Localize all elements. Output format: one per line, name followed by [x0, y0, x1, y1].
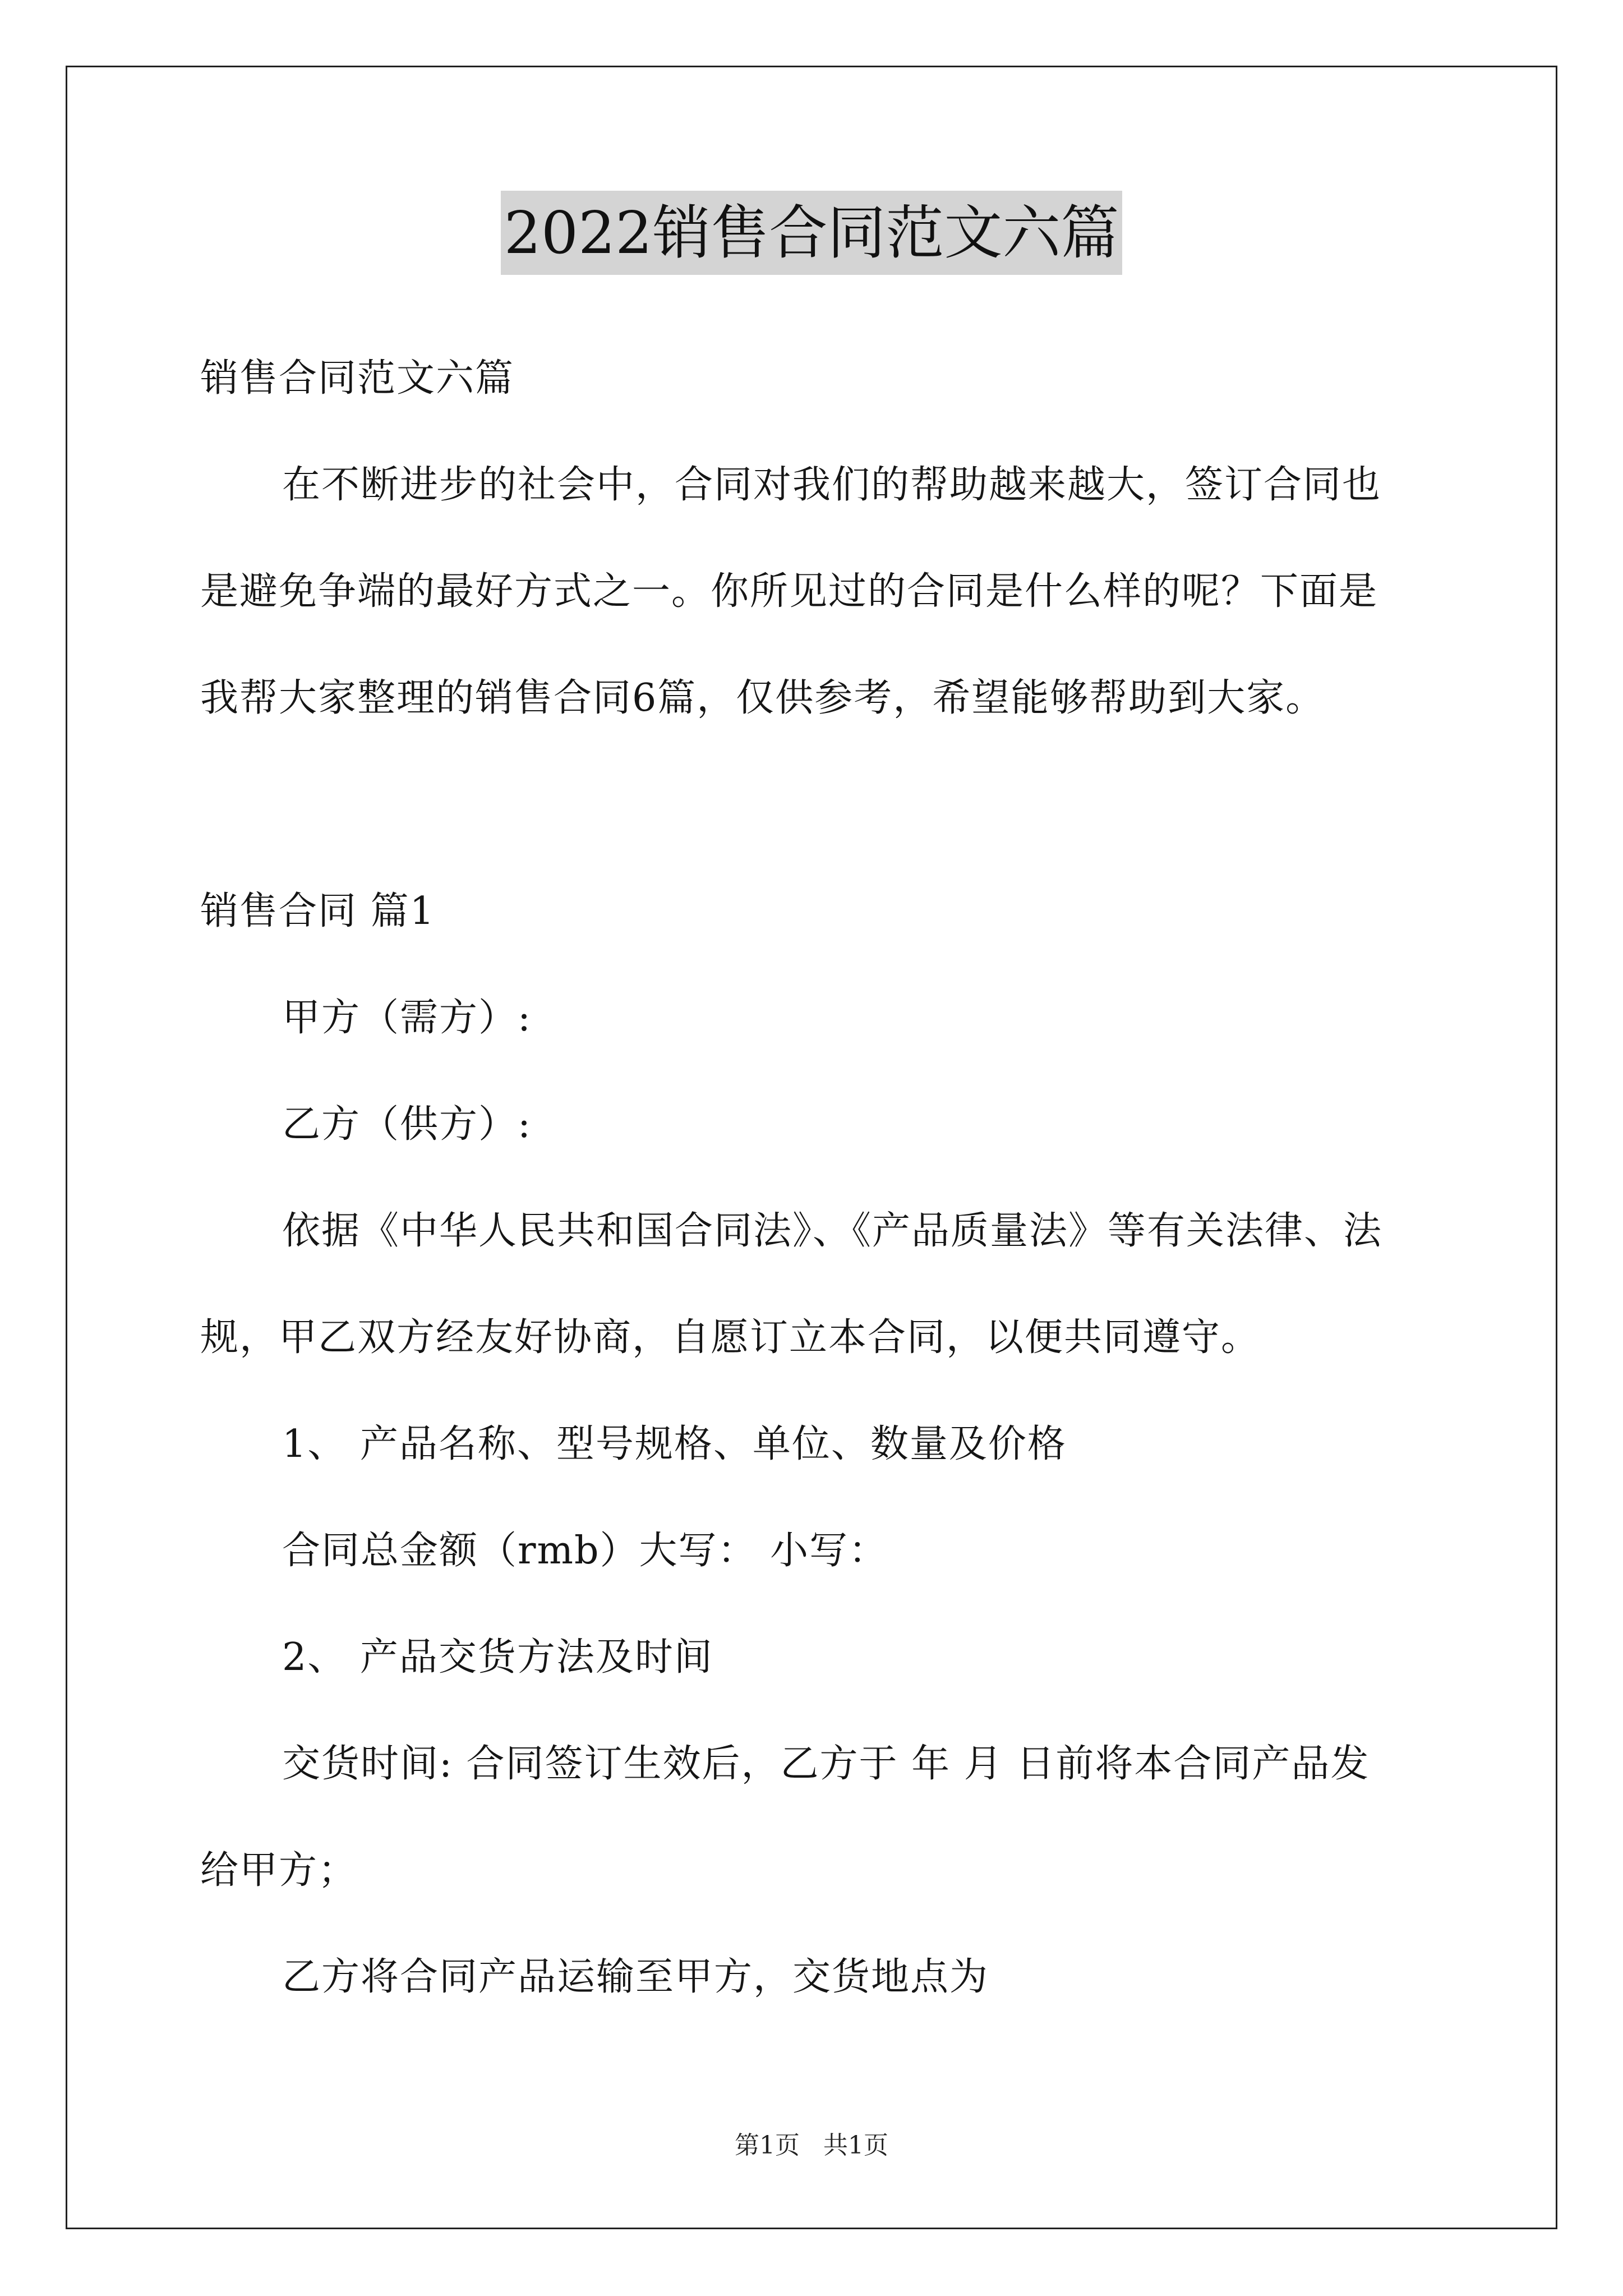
party-b: 乙方（供方）:: [282, 1102, 532, 1147]
delivery-time-line-1: 交货时间: 合同签订生效后，乙方于 年 月 日前将本合同产品发: [282, 1742, 1370, 1786]
title-wrap: [0, 191, 1623, 275]
party-a: 甲方（需方）:: [282, 996, 532, 1040]
basis-line-2: 规，甲乙双方经友好协商，自愿订立本合同，以便共同遵守。: [200, 1315, 1261, 1360]
document-title: 2022销售合同范文六篇: [501, 191, 1123, 275]
section-heading: 销售合同 篇1: [200, 889, 435, 933]
basis-line-1: 依据《中华人民共和国合同法》、《产品质量法》等有关法律、法: [282, 1209, 1383, 1253]
delivery-time-line-2: 给甲方；: [200, 1848, 358, 1893]
document-subtitle: 销售合同范文六篇: [200, 356, 515, 401]
total-amount: 合同总金额（rmb）大写： 小写：: [282, 1529, 888, 1573]
page-footer: [0, 2129, 1623, 2162]
page-number: 第1页: [735, 2131, 800, 2160]
total-pages: 共1页: [823, 2131, 888, 2160]
item-2: 2、 产品交货方法及时间: [282, 1635, 713, 1680]
item-1: 1、 产品名称、型号规格、单位、数量及价格: [282, 1422, 1067, 1466]
delivery-place: 乙方将合同产品运输至甲方，交货地点为: [282, 1955, 989, 1999]
intro-line-1: 在不断进步的社会中，合同对我们的帮助越来越大，签订合同也: [282, 463, 1382, 507]
intro-line-2: 是避免争端的最好方式之一。你所见过的合同是什么样的呢？下面是: [200, 569, 1378, 614]
intro-line-3: 我帮大家整理的销售合同6篇，仅供参考，希望能够帮助到大家。: [200, 676, 1325, 720]
